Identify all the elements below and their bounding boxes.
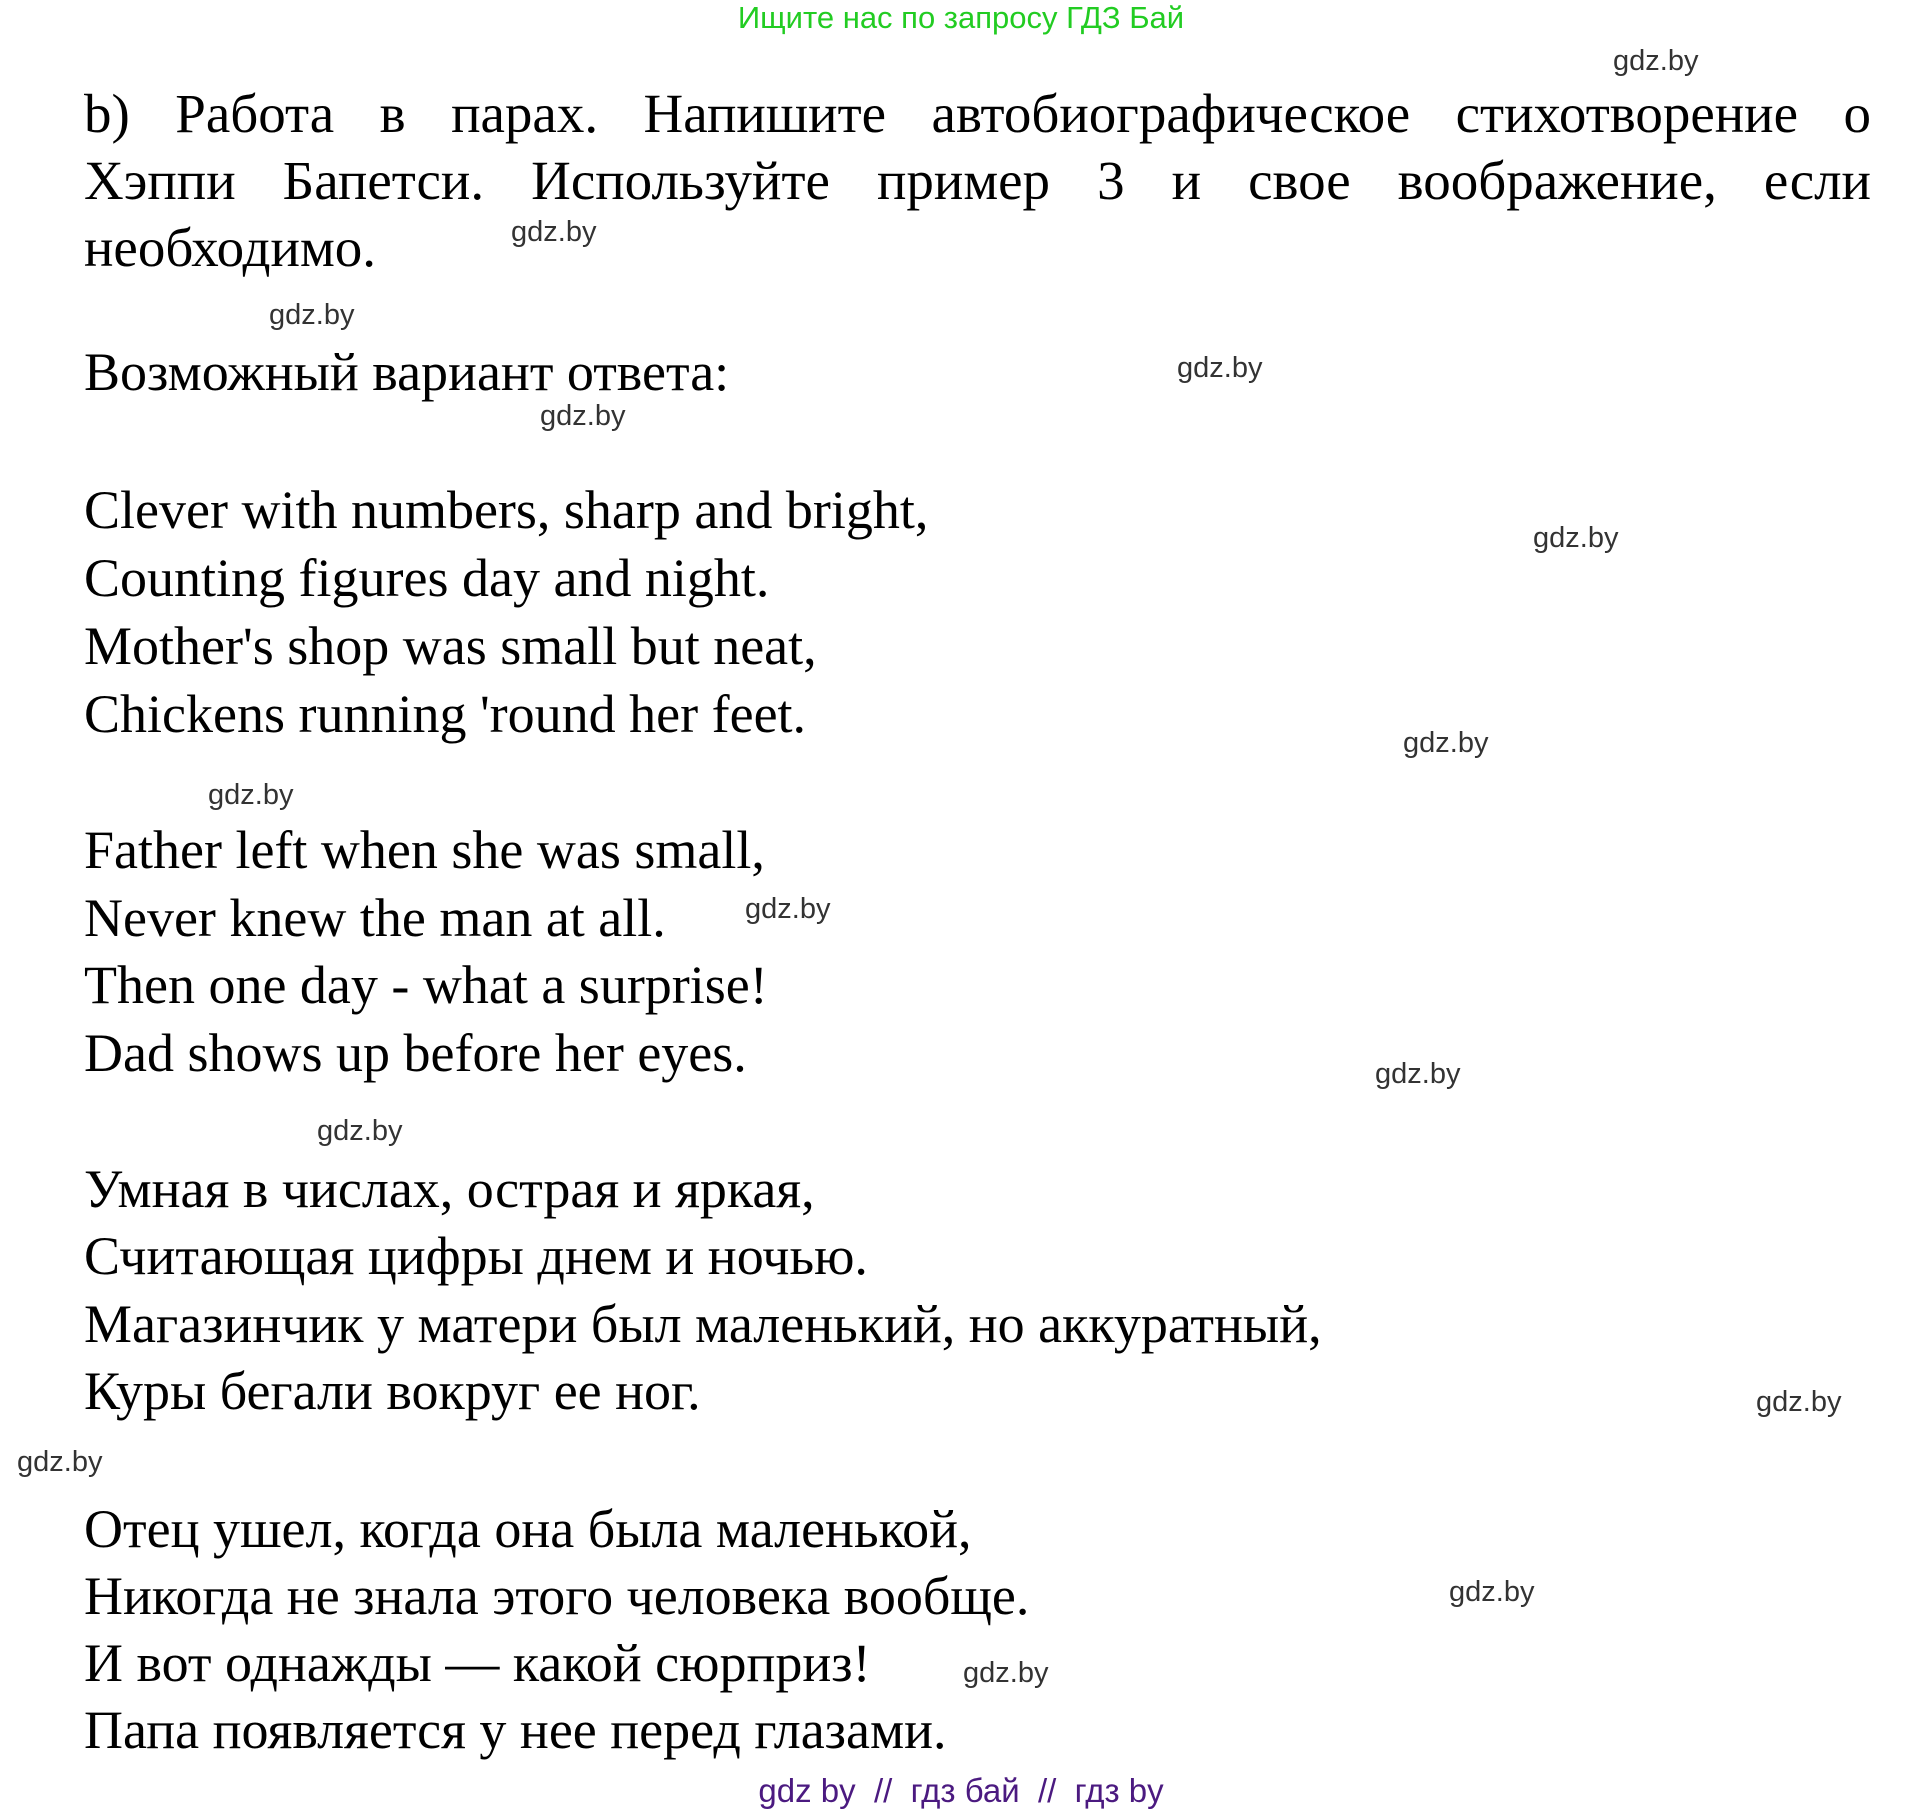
watermark: gdz.by — [1177, 352, 1263, 384]
answer-label: Возможный вариант ответа: — [84, 342, 730, 402]
watermark: gdz.by — [269, 299, 355, 331]
poem-line: Counting figures day and night. — [84, 548, 770, 608]
poem-line: И вот однажды — какой сюрприз! — [84, 1633, 871, 1693]
poem-line: Умная в числах, острая и яркая, — [84, 1159, 815, 1219]
watermark: gdz.by — [1756, 1386, 1842, 1418]
watermark: gdz.by — [317, 1115, 403, 1147]
poem-line: Куры бегали вокруг ее ног. — [84, 1361, 701, 1421]
promo-banner: Ищите нас по запросу ГДЗ Бай — [737, 0, 1185, 35]
poem-line: Никогда не знала этого человека вообще. — [84, 1566, 1030, 1626]
poem-line: Never knew the man at all. — [84, 888, 666, 948]
watermark: gdz.by — [17, 1446, 103, 1478]
poem-line: Clever with numbers, sharp and bright, — [84, 480, 929, 540]
watermark: gdz.by — [511, 216, 597, 248]
watermark: gdz.by — [1613, 45, 1699, 77]
watermark: gdz.by — [208, 779, 294, 811]
poem-line: Father left when she was small, — [84, 820, 765, 880]
watermark: gdz.by — [540, 400, 626, 432]
poem-line: Dad shows up before her eyes. — [84, 1023, 747, 1083]
poem-line: Папа появляется у нее перед глазами. — [84, 1700, 947, 1760]
poem-line: Магазинчик у матери был маленький, но аккуратный, — [84, 1294, 1322, 1354]
task-line-3: необходимо. — [84, 217, 377, 278]
task-line-2: Хэппи Бапетси. Используйте пример 3 и свое воображение, если — [84, 150, 1871, 211]
poem-line: Chickens running 'round her feet. — [84, 684, 807, 744]
poem-line: Считающая цифры днем и ночью. — [84, 1226, 868, 1286]
watermark: gdz.by — [1403, 727, 1489, 759]
watermark: gdz.by — [1533, 522, 1619, 554]
poem-line: Отец ушел, когда она была маленькой, — [84, 1499, 972, 1559]
watermark: gdz.by — [1449, 1576, 1535, 1608]
poem-line: Then one day - what a surprise! — [84, 955, 768, 1015]
task-line-1: b) Работа в парах. Напишите автобиографическое стихотворение о — [84, 83, 1871, 144]
task-instruction — [84, 80, 1871, 281]
watermark: gdz.by — [745, 893, 831, 925]
footer-links: gdz by // гдз бай // гдз by — [758, 1772, 1164, 1809]
watermark: gdz.by — [963, 1657, 1049, 1689]
poem-line: Mother's shop was small but neat, — [84, 616, 817, 676]
watermark: gdz.by — [1375, 1058, 1461, 1090]
